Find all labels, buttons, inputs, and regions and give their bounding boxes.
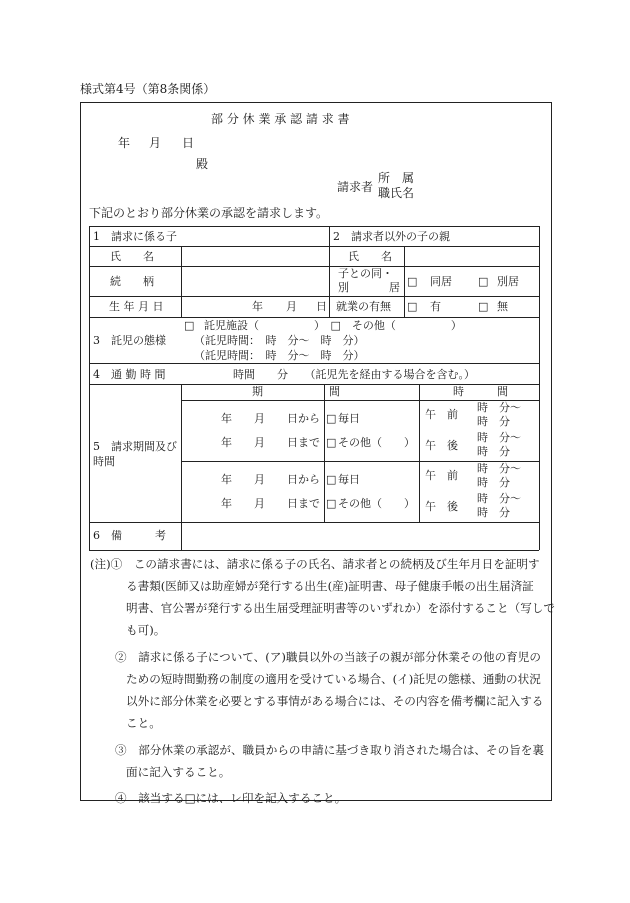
parent-name-label: 氏 名 (348, 250, 392, 263)
section1-heading: 1 請求に係る子 (93, 230, 177, 243)
relation-label: 続 柄 (110, 275, 154, 288)
note-2-line-2: ための短時間勤務の制度の適用を受けている場合、(イ)託児の態様、通動の状況 (126, 672, 541, 686)
note-2-line-1: ② 請求に係る子について、(ア)職員以外の当該子の親が部分休業その他の育児の (115, 650, 541, 664)
requester-label: 請求者 (337, 180, 374, 194)
am-start-time: 時 分～ (477, 462, 521, 475)
cohab-label-2a: 別 (338, 281, 349, 294)
note-2-line-3: 以外に部分休業を必要とする事情がある場合には、その内容を備考欄に記入する (126, 694, 544, 708)
addressee-suffix: 殿 (196, 157, 209, 171)
cohab-label-2b: 居 (389, 281, 400, 294)
daily-option: 毎日 (338, 412, 360, 425)
birth-year: 年 (252, 300, 263, 313)
cohab-option-separate: 別居 (497, 275, 519, 288)
period-to: 年 月 日まで (221, 497, 320, 510)
note-1-line-3: 明書、官公署が発行する出生届受理証明書等のいずれか）を添付すること（写しで (126, 601, 555, 615)
pm-start-time: 時 分～ (477, 431, 521, 444)
employment-yes: 有 (430, 300, 441, 313)
affiliation-label: 所 属 (378, 171, 415, 185)
am-start-time: 時 分～ (477, 401, 521, 414)
table-rule (329, 226, 330, 317)
table-rule (89, 550, 539, 551)
note-1-line-4: も可)。 (126, 623, 166, 637)
note-2-line-4: こと。 (126, 716, 161, 730)
employment-label: 就業の有無 (336, 300, 391, 313)
table-rule (181, 384, 182, 550)
table-rule (89, 246, 539, 247)
section6-heading: 6 備 考 (93, 529, 166, 542)
child-name-label: 氏 名 (110, 250, 154, 263)
form-title: 部 分 休 業 承 認 請 求 書 (211, 112, 350, 126)
date-year: 年 (118, 136, 131, 150)
employment-checkbox[interactable]: □ (478, 300, 489, 313)
period-to: 年 月 日まで (221, 436, 320, 449)
daily-option: 毎日 (338, 473, 360, 486)
cohab-option-same: 同居 (430, 275, 452, 288)
pm-start-time: 時 分～ (477, 492, 521, 505)
childcare-type-line: 託児施設（ ） □ その他（ ） (204, 319, 462, 332)
name-title-label: 職氏名 (378, 186, 415, 200)
time-header: 時 間 (453, 385, 508, 398)
period-from: 年 月 日から (221, 473, 320, 486)
other-option: その他（ ） (338, 436, 415, 449)
table-rule (89, 296, 539, 297)
table-rule (324, 384, 325, 522)
section3-heading: 3 託児の態様 (93, 334, 166, 347)
pm-label: 午 後 (425, 500, 458, 513)
date-day: 日 (182, 136, 195, 150)
daily-checkbox[interactable]: □ (326, 412, 337, 425)
pm-end-time: 時 分 (477, 445, 510, 458)
cohab-checkbox[interactable]: □ (478, 275, 489, 288)
table-rule (89, 317, 539, 318)
am-label: 午 前 (425, 408, 458, 421)
pm-end-time: 時 分 (477, 506, 510, 519)
pm-label: 午 後 (425, 439, 458, 452)
table-rule (89, 226, 539, 227)
table-rule (89, 363, 539, 364)
am-end-time: 時 分 (477, 476, 510, 489)
employment-checkbox[interactable]: □ (407, 300, 418, 313)
other-option: その他（ ） (338, 497, 415, 510)
section5-heading: 5 請求期間及び (93, 440, 177, 453)
birth-day: 日 (316, 300, 327, 313)
birth-month: 月 (286, 300, 297, 313)
cohab-checkbox[interactable]: □ (407, 275, 418, 288)
note-3-line-1: ③ 部分休業の承認が、職員からの申請に基づき取り消された場合は、その旨を裏 (115, 743, 544, 757)
table-rule (419, 384, 420, 522)
commute-time-value: 時間 分 （託児先を経由する場合を含む。） (233, 368, 475, 381)
note-1-line-2: る書類(医師又は助産婦が発行する出生(産)証明書、母子健康手帳の出生届済証 (126, 579, 534, 593)
table-rule (89, 522, 539, 523)
am-end-time: 時 分 (477, 415, 510, 428)
employment-no: 無 (497, 300, 508, 313)
date-month: 月 (149, 136, 162, 150)
daily-checkbox[interactable]: □ (326, 473, 337, 486)
table-rule (181, 246, 182, 317)
childcare-facility-checkbox[interactable]: □ (184, 319, 195, 332)
intro-text: 下記のとおり部分休業の承認を請求します。 (89, 206, 329, 220)
other-checkbox[interactable]: □ (326, 436, 337, 449)
form-number-label: 様式第4号（第8条関係） (80, 82, 216, 96)
note-4-line-1: ④ 該当する□には、レ印を記入すること。 (115, 791, 347, 805)
section2-heading: 2 請求者以外の子の親 (333, 230, 450, 243)
table-rule (539, 226, 540, 550)
period-header: 期 間 (252, 385, 340, 398)
table-rule (89, 266, 539, 267)
birthdate-label: 生 年 月 日 (109, 300, 164, 313)
other-checkbox[interactable]: □ (326, 497, 337, 510)
cohab-label-1: 子との同・ (338, 267, 393, 280)
note-3-line-2: 面に記入すること。 (126, 765, 231, 779)
section4-heading: 4 通 勤 時 間 (93, 368, 166, 381)
section5-heading-cont: 時間 (93, 455, 115, 468)
period-from: 年 月 日から (221, 412, 320, 425)
note-1-line-1: (注)① この請求書には、請求に係る子の氏名、請求者との続柄及び生年月日を証明す (90, 557, 540, 571)
childcare-time-line-2: （託児時間： 時 分～ 時 分） (194, 349, 365, 362)
table-rule (404, 246, 405, 317)
table-rule (89, 226, 90, 550)
childcare-time-line-1: （託児時間： 時 分～ 時 分） (194, 334, 365, 347)
am-label: 午 前 (425, 469, 458, 482)
